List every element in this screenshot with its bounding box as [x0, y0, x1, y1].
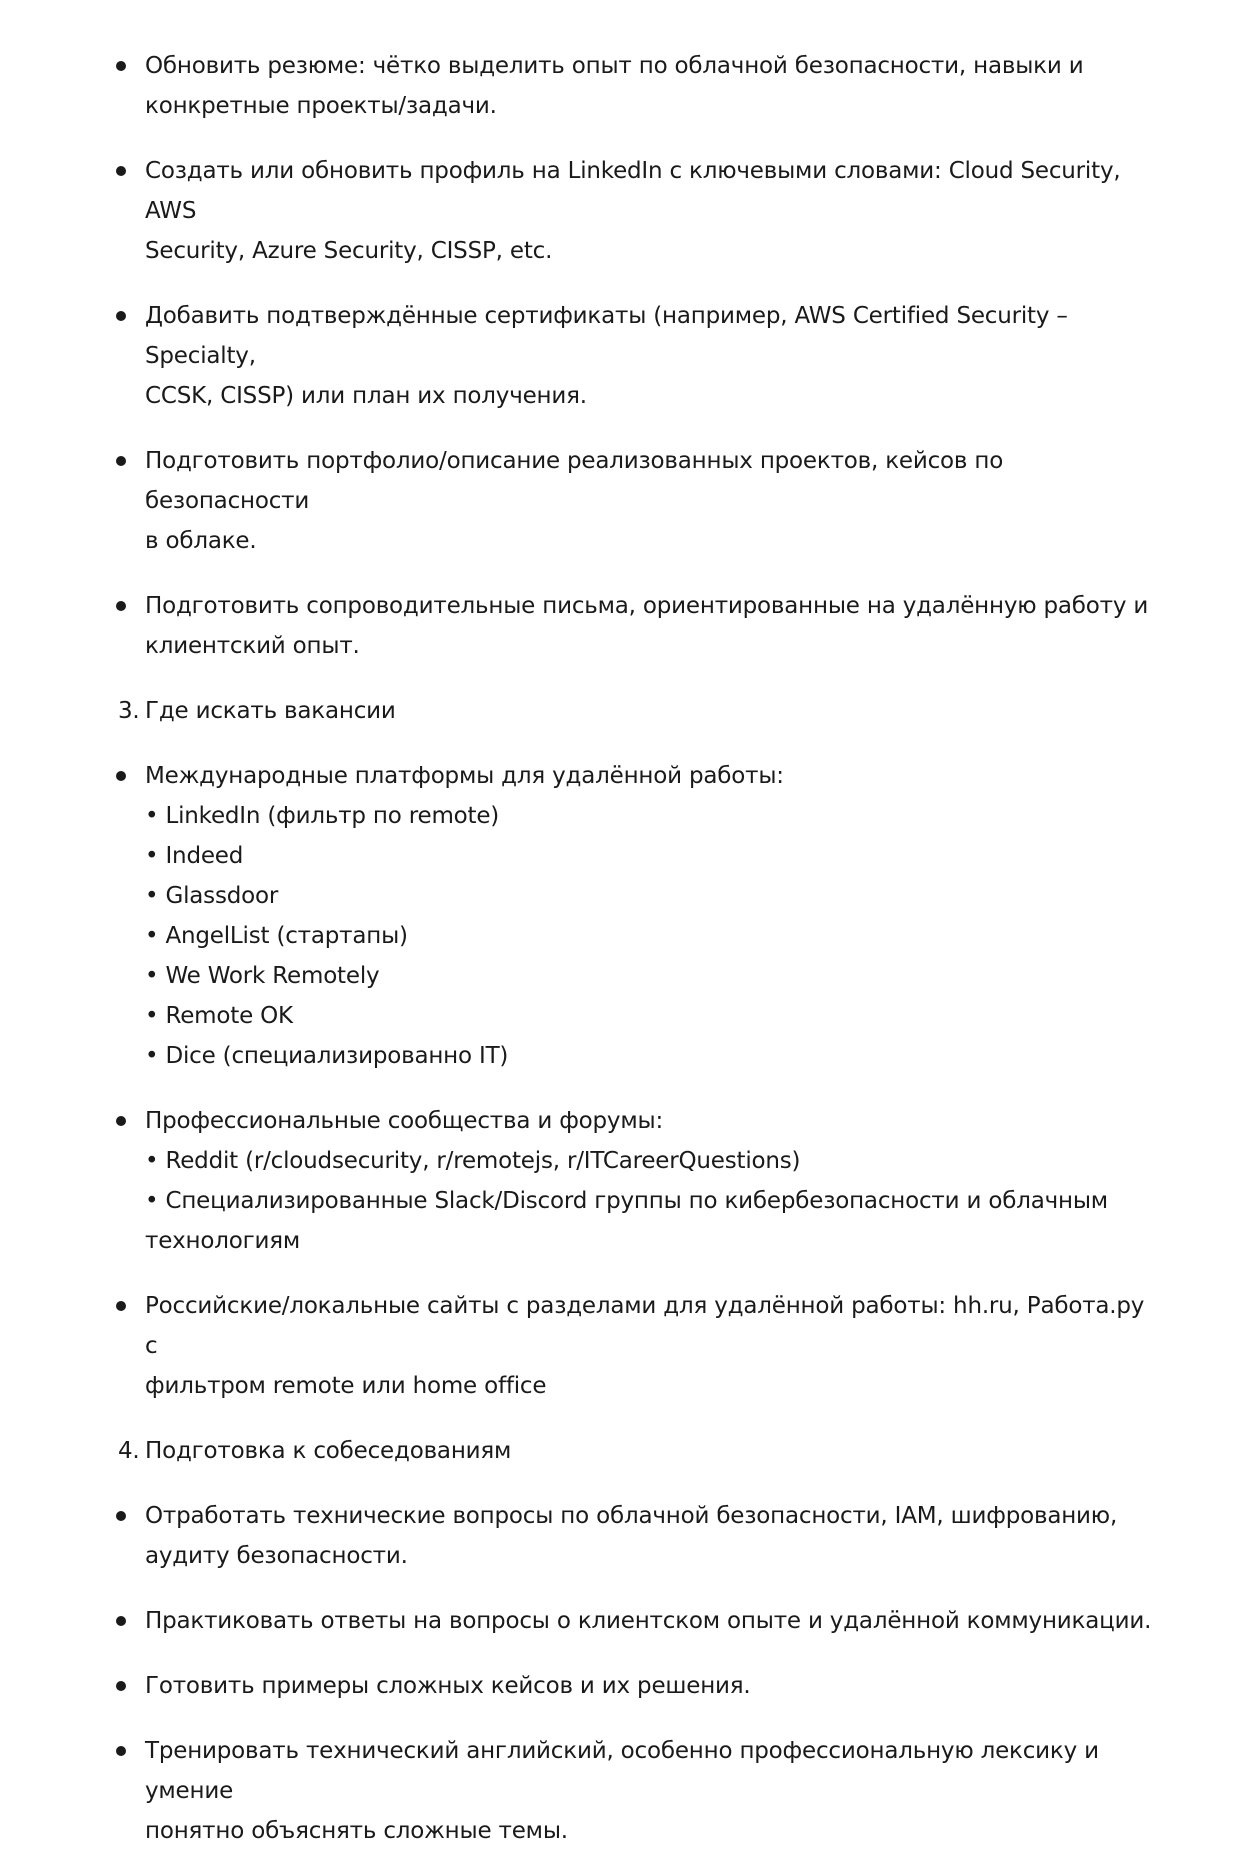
list-item-line: клиентский опыт. — [145, 633, 360, 659]
bullet-icon — [116, 456, 126, 466]
list-item-line: Добавить подтверждённые сертификаты (например, AWS Certified Security – Specialty, — [145, 303, 1068, 369]
list-item — [0, 46, 1239, 126]
list-item-line: Подготовить портфолио/описание реализованных проектов, кейсов по безопасности — [145, 448, 1004, 514]
list-item-line: Создать или обновить профиль на LinkedIn с ключевыми словами: Cloud Security, AWS — [145, 158, 1121, 224]
list-item-line: CCSK, CISSP) или план их получения. — [145, 383, 587, 409]
sub-list-item: • Glassdoor — [145, 883, 279, 909]
list-item — [0, 1286, 1239, 1406]
list-item — [0, 296, 1239, 416]
list-item-line: в облаке. — [145, 528, 257, 554]
list-item — [0, 1666, 1239, 1706]
bullet-icon — [116, 771, 126, 781]
list-item-line: Профессиональные сообщества и форумы: — [145, 1108, 663, 1134]
bullet-icon — [116, 1301, 126, 1311]
list-item-line: фильтром remote или home office — [145, 1373, 547, 1399]
bullet-icon — [116, 311, 126, 321]
list-item — [0, 1101, 1239, 1261]
bullet-icon — [116, 1116, 126, 1126]
section-number: 3. — [118, 698, 140, 724]
sub-list-item: • Indeed — [145, 843, 244, 869]
list-item-line: Практиковать ответы на вопросы о клиентском опыте и удалённой коммуникации. — [145, 1608, 1152, 1634]
list-item — [0, 756, 1239, 1076]
section-heading-interview-prep — [0, 1431, 1239, 1471]
section-number: 4. — [118, 1438, 140, 1464]
section-title: Подготовка к собеседованиям — [145, 1438, 512, 1464]
list-item — [0, 586, 1239, 666]
bullet-icon — [116, 1681, 126, 1691]
bullet-icon — [116, 61, 126, 71]
bullet-icon — [116, 601, 126, 611]
list-item-line: Тренировать технический английский, особенно профессиональную лексику и умение — [145, 1738, 1099, 1804]
sub-list-item: • LinkedIn (фильтр по remote) — [145, 803, 500, 829]
list-item — [0, 151, 1239, 271]
sub-list-item: • AngelList (стартапы) — [145, 923, 408, 949]
list-item-line: Международные платформы для удалённой работы: — [145, 763, 784, 789]
list-item-line: аудиту безопасности. — [145, 1543, 408, 1569]
list-item — [0, 441, 1239, 561]
bullet-icon — [116, 1616, 126, 1626]
sub-list-item: • Remote OK — [145, 1003, 293, 1029]
list-item-line: Подготовить сопроводительные письма, ориентированные на удалённую работу и — [145, 593, 1149, 619]
list-item-line: понятно объяснять сложные темы. — [145, 1818, 568, 1844]
list-item-line: конкретные проекты/задачи. — [145, 93, 497, 119]
list-item-line: Обновить резюме: чётко выделить опыт по облачной безопасности, навыки и — [145, 53, 1084, 79]
list-item-line: Готовить примеры сложных кейсов и их решения. — [145, 1673, 751, 1699]
list-item-line: Отработать технические вопросы по облачной безопасности, IAM, шифрованию, — [145, 1503, 1118, 1529]
sub-list-item: технологиям — [145, 1228, 301, 1254]
list-item — [0, 1731, 1239, 1851]
bullet-icon — [116, 166, 126, 176]
section-heading-where-to-search — [0, 691, 1239, 731]
list-item-line: Российские/локальные сайты с разделами для удалённой работы: hh.ru, Работа.ру с — [145, 1293, 1145, 1359]
bullet-icon — [116, 1746, 126, 1756]
sub-list-item: • Dice (специализированно IT) — [145, 1043, 509, 1069]
document-page — [0, 46, 1239, 1851]
list-item — [0, 1496, 1239, 1576]
sub-list-item: • Reddit (r/cloudsecurity, r/remotejs, r/ITCareerQuestions) — [145, 1148, 801, 1174]
sub-list-item: • Специализированные Slack/Discord группы по кибербезопасности и облачным — [145, 1188, 1108, 1214]
bullet-icon — [116, 1511, 126, 1521]
list-item — [0, 1601, 1239, 1641]
sub-list-item: • We Work Remotely — [145, 963, 380, 989]
list-item-line: Security, Azure Security, CISSP, etc. — [145, 238, 553, 264]
section-title: Где искать вакансии — [145, 698, 396, 724]
